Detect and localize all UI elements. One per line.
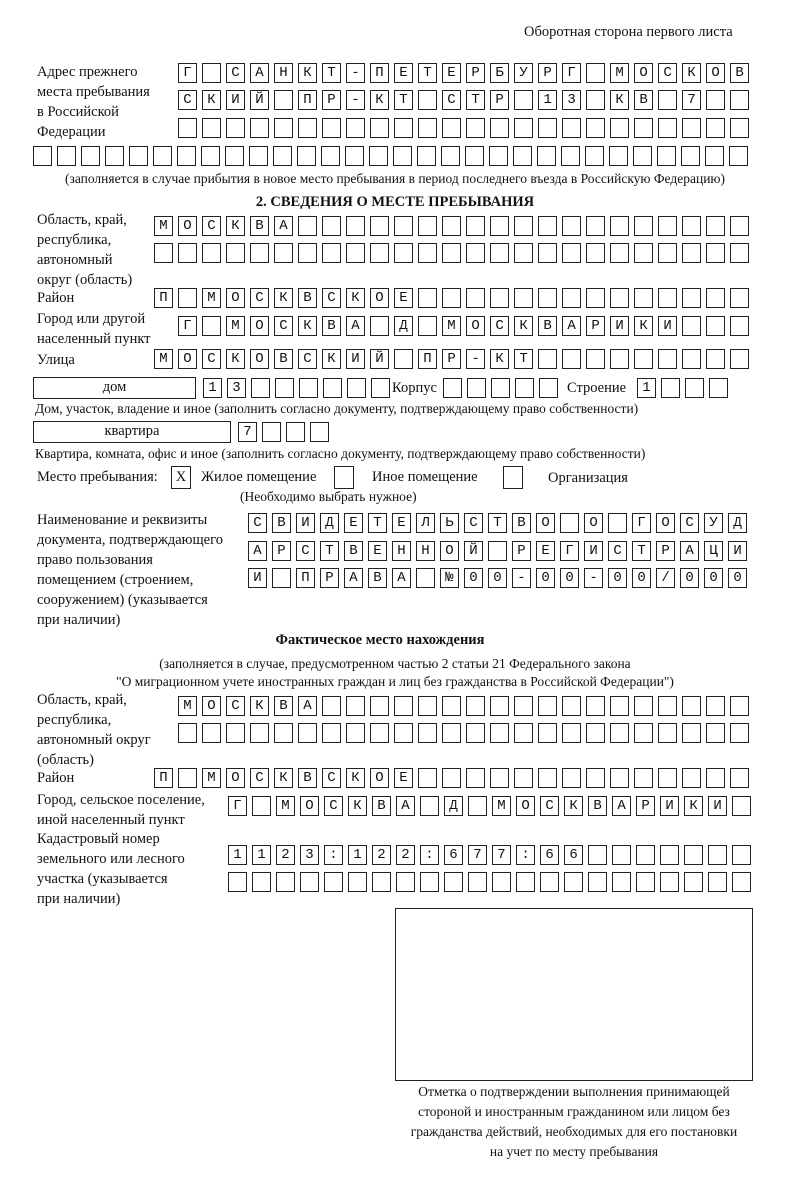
label-line: места пребывания [37, 84, 150, 100]
label-line: при наличии) [37, 612, 121, 628]
label-line: помещением (строением, [37, 572, 194, 588]
city-row-text: Г МОСКВА Д МОСКВАРИКИ [183, 318, 760, 334]
confirmation-caption [395, 1082, 753, 1162]
caption-line: стороной и иностранным гражданином или лицом без [418, 1104, 730, 1119]
label-line: округ (область) [37, 272, 133, 288]
label-line: в Российской [37, 104, 119, 120]
label-line: населенный пункт [37, 331, 151, 347]
label-line: автономный [37, 252, 113, 268]
label-line: Кадастровый номер [37, 831, 160, 847]
label-line: при наличии) [37, 891, 121, 907]
caption-line: Отметка о подтверждении выполнения принимающей [418, 1084, 730, 1099]
house-number-row-text: 13 [208, 380, 401, 396]
cadastral-label [37, 829, 185, 909]
option-other-premises-checkbox[interactable] [334, 466, 354, 489]
option-organization-checkbox[interactable] [503, 466, 523, 489]
confirmation-stamp-box [395, 908, 753, 1081]
note-line: "О миграционном учете иностранных граждан и лиц без гражданства в Российской Федерации") [116, 674, 674, 689]
korpus-row-text [448, 378, 568, 398]
label-line: автономный округ [37, 732, 151, 748]
document-row-text: И ПРАВА №00-00-00/000 [253, 570, 758, 586]
label-line: Наименование и реквизиты [37, 512, 208, 528]
label-line: участка (указывается [37, 871, 168, 887]
section2-title: 2. СВЕДЕНИЯ О МЕСТЕ ПРЕБЫВАНИЯ [255, 194, 535, 210]
caption-line: на учет по месту пребывания [489, 1144, 659, 1159]
building-row-text: 1 [642, 380, 739, 396]
district-label: Район [37, 290, 75, 306]
actual-region-row-text: МОСКВА [183, 698, 760, 714]
actual-region-row-text [183, 723, 759, 743]
page-side-label: Оборотная сторона первого листа [524, 24, 733, 40]
document-row-text: АРСТВЕННОЙ РЕГИСТРАЦИ [253, 543, 758, 559]
cadastral-row-text [233, 872, 761, 892]
label-line: Город, сельское поселение, [37, 792, 205, 808]
document-row-text: СВИДЕТЕЛЬСТВО О ГОСУД [253, 515, 758, 531]
street-row-text: МОСКОВСКИЙ ПР-КТ [159, 351, 760, 367]
label-line: сооружением) (указывается [37, 592, 208, 608]
previous-address-label [37, 62, 150, 142]
actual-district-label: Район [37, 770, 75, 786]
label-line: республика, [37, 712, 112, 728]
actual-location-note [0, 654, 790, 692]
place-of-stay-label: Место пребывания: [37, 469, 158, 485]
option-organization-label: Организация [548, 470, 628, 486]
actual-city-label [37, 790, 205, 830]
label-line: земельного или лесного [37, 851, 185, 867]
cadastral-row-text: 1123:122:677:66 [233, 847, 762, 863]
region-label [37, 210, 132, 290]
label-line: Адрес прежнего [37, 64, 138, 80]
street-label: Улица [37, 352, 75, 368]
caption-line: гражданства действий, необходимых для его постановки [410, 1124, 738, 1139]
label-line: Город или другой [37, 311, 146, 327]
label-line: Федерации [37, 124, 106, 140]
region-row-text [159, 243, 759, 263]
actual-location-title: Фактическое место нахождения [275, 632, 485, 648]
option-other-premises-label: Иное помещение [372, 469, 478, 485]
previous-address-row-text: Г САНКТ-ПЕТЕРБУРГ МОСКОВ [183, 65, 760, 81]
city-label [37, 309, 151, 349]
actual-city-row-text: Г МОСКВА Д МОСКВАРИКИ [233, 798, 762, 814]
label-line: иной населенный пункт [37, 812, 185, 828]
korpus-label: Корпус [392, 380, 437, 396]
label-line: документа, подтверждающего [37, 532, 223, 548]
label-line: Область, край, [37, 692, 127, 708]
apartment-note: Квартира, комната, офис и иное (заполнить согласно документу, подтверждающему право собственности) [35, 446, 646, 461]
document-label [37, 510, 223, 630]
previous-address-row-text: СКИЙ ПР-КТ СТР 13 КВ 7 [183, 92, 760, 108]
place-of-stay-note: (Необходимо выбрать нужное) [240, 489, 417, 504]
note-line: (заполняется в случае, предусмотренном частью 2 статьи 21 Федерального закона [159, 656, 631, 671]
label-line: республика, [37, 232, 112, 248]
label-line: (область) [37, 752, 94, 768]
apartment-type-field[interactable]: квартира [33, 421, 231, 443]
label-line: право пользования [37, 552, 153, 568]
actual-region-label [37, 690, 151, 770]
region-row-text: МОСКВА [159, 218, 760, 234]
actual-district-row-text: П МОСКВСКОЕ [159, 770, 760, 786]
option-residential-label: Жилое помещение [201, 469, 317, 485]
option-residential-checkbox[interactable]: X [171, 466, 191, 489]
house-note: Дом, участок, владение и иное (заполнить согласно документу, подтверждающему право собственности) [35, 401, 639, 416]
building-label: Строение [567, 380, 627, 396]
apartment-number-row-text: 7 [243, 424, 340, 440]
house-type-field[interactable]: дом [33, 377, 196, 399]
previous-address-note: (заполняется в случае прибытия в новое место пребывания в период последнего въезда в Российскую Федерацию) [64, 171, 726, 186]
district-row-text: П МОСКВСКОЕ [159, 290, 760, 306]
label-line: Область, край, [37, 212, 127, 228]
previous-address-row-text [183, 118, 759, 138]
previous-address-row-text [38, 146, 758, 166]
